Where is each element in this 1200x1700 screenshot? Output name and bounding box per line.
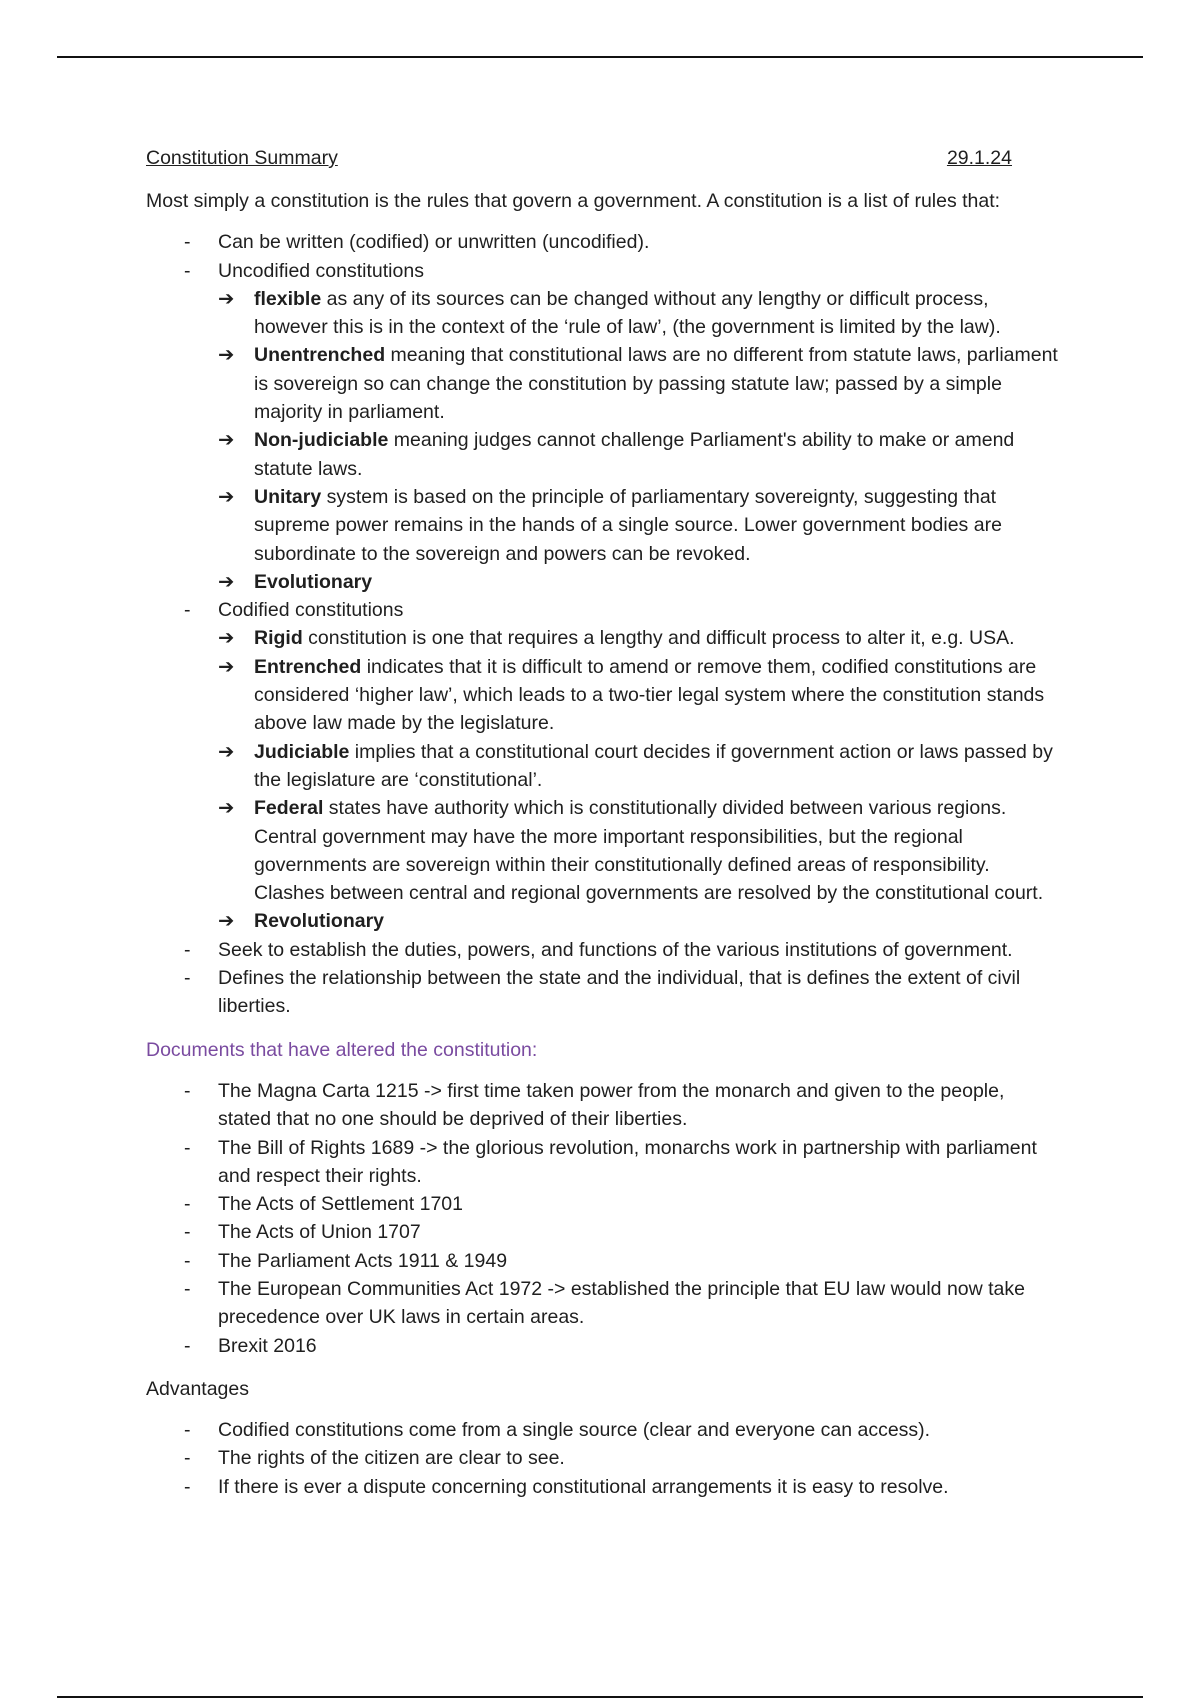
list-item: - The Parliament Acts 1911 & 1949 — [184, 1249, 508, 1272]
list-item: - Can be written (codified) or unwritten (uncodified). — [184, 231, 650, 254]
feature-item: ➔ Rigid constitution is one that requires a lengthy and difficult process to alter it, e.g. USA. — [218, 624, 1058, 652]
feature-item: ➔ flexible as any of its sources can be changed without any lengthy or difficult process, however this is in the context of the ‘rule of law’, (the government is limited by the law). — [218, 285, 1058, 342]
list-item: - Defines the relationship between the state and the individual, that is defines the extent of civil liberties. — [184, 967, 1021, 1018]
list-item: - The Acts of Union 1707 — [184, 1221, 421, 1244]
codified-features — [218, 624, 1058, 935]
feature-item: ➔ Judiciable implies that a constitutional court decides if government action or laws passed by the legislature are ‘constitutional’. — [218, 738, 1058, 795]
arrow-icon: ➔ — [218, 740, 235, 763]
feature-item: ➔ Unitary system is based on the principle of parliamentary sovereignty, suggesting that supreme power remains in the hands of a single source. Lower government bodies are subordinate to the sovereign and powers can be revoked. — [218, 483, 1058, 568]
arrow-icon: ➔ — [218, 910, 235, 933]
feature-item: ➔ Federal states have authority which is constitutionally divided between various regions. Central government may have the more important responsibilities, but the regional governments are sovereign within their constitutionally defined areas of responsibility. Clashes between central and regional governments are resolved by the constitutional court. — [218, 794, 1058, 907]
feature-item: ➔ Revolutionary — [218, 907, 1058, 935]
document-date: 29.1.24 — [946, 147, 1012, 169]
arrow-icon: ➔ — [218, 627, 235, 650]
rules-list — [146, 228, 1058, 1020]
feature-item: ➔ Entrenched indicates that it is difficult to amend or remove them, codified constitutions are considered ‘higher law’, which leads to a two-tier legal system where the constitution stands above law made by the legislature. — [218, 653, 1058, 738]
list-item-uncodified: - Uncodified constitutions ➔ flexible as any of its sources can be changed without any lengthy or difficult process, however this is in the context of the ‘rule of law’, (the government is limited by the law). ➔ Unentrenched meaning that constitutional laws are no different from statute laws, parliament is sovereign so can change the constitution by passing statute law; passed by a simple majority in parliament. ➔ Non-judiciable meaning judges cannot challenge Parliament's ability to make or amend statute laws. ➔ Unitary system is based on the principle of parliamentary sovereignty, suggesting that supreme power remains in the hands of a single source. Lower government bodies are subordinate to the sovereign and powers can be revoked. ➔ Evolutionary — [146, 257, 1058, 597]
top-rule — [57, 56, 1143, 58]
advantages-heading: Advantages — [146, 1377, 249, 1400]
uncodified-features — [218, 285, 1058, 596]
list-item: - The rights of the citizen are clear to see. — [184, 1447, 565, 1470]
arrow-icon: ➔ — [218, 797, 235, 820]
document-body — [146, 144, 1058, 1501]
intro-paragraph: Most simply a constitution is the rules that govern a government. A constitution is a list of rules that: — [146, 190, 1001, 212]
arrow-icon: ➔ — [218, 485, 235, 508]
list-item: - Codified constitutions come from a single source (clear and everyone can access). — [184, 1419, 931, 1442]
document-title: Constitution Summary — [146, 147, 338, 169]
arrow-icon: ➔ — [218, 655, 235, 678]
arrow-icon: ➔ — [218, 344, 235, 367]
feature-item: ➔ Evolutionary — [218, 568, 1058, 596]
list-item: - If there is ever a dispute concerning constitutional arrangements it is easy to resolve. — [184, 1475, 949, 1498]
bottom-rule — [57, 1696, 1143, 1698]
arrow-icon: ➔ — [218, 287, 235, 310]
list-item: - The European Communities Act 1972 -> established the principle that EU law would now take precedence over UK laws in certain areas. — [184, 1277, 1025, 1329]
title-row — [146, 144, 1058, 172]
documents-list — [146, 1077, 1058, 1360]
list-item: - The Bill of Rights 1689 -> the glorious revolution, monarchs work in partnership with parliament and respect their rights. — [184, 1136, 1037, 1187]
arrow-icon: ➔ — [218, 429, 235, 452]
list-item-codified: - Codified constitutions ➔ Rigid constitution is one that requires a lengthy and difficult process to alter it, e.g. USA. ➔ Entrenched indicates that it is difficult to amend or remove them, codified constitutions are considered ‘higher law’, which leads to a two-tier legal system where the constitution stands above law made by the legislature. ➔ Judiciable implies that a constitutional court decides if government action or laws passed by the legislature are ‘constitutional’. ➔ Federal states have authority which is constitutionally divided between various regions. Central government may have the more important responsibilities, but the regional governments are sovereign within their constitutionally defined areas of responsibility. Clashes between central and regional governments are resolved by the constitutional court. ➔ Revolutionary — [146, 596, 1058, 936]
arrow-icon: ➔ — [218, 570, 235, 593]
list-item: - The Magna Carta 1215 -> first time taken power from the monarch and given to the people, stated that no one should be deprived of their liberties. — [184, 1079, 1005, 1131]
documents-heading: Documents that have altered the constitution: — [146, 1038, 538, 1061]
advantages-list — [146, 1416, 1058, 1501]
list-item: - Brexit 2016 — [184, 1334, 317, 1357]
list-item: - The Acts of Settlement 1701 — [184, 1193, 463, 1216]
feature-item: ➔ Non-judiciable meaning judges cannot challenge Parliament's ability to make or amend statute laws. — [218, 426, 1058, 483]
list-item: - Seek to establish the duties, powers, and functions of the various institutions of government. — [184, 938, 1013, 961]
feature-item: ➔ Unentrenched meaning that constitutional laws are no different from statute laws, parliament is sovereign so can change the constitution by passing statute law; passed by a simple majority in parliament. — [218, 341, 1058, 426]
